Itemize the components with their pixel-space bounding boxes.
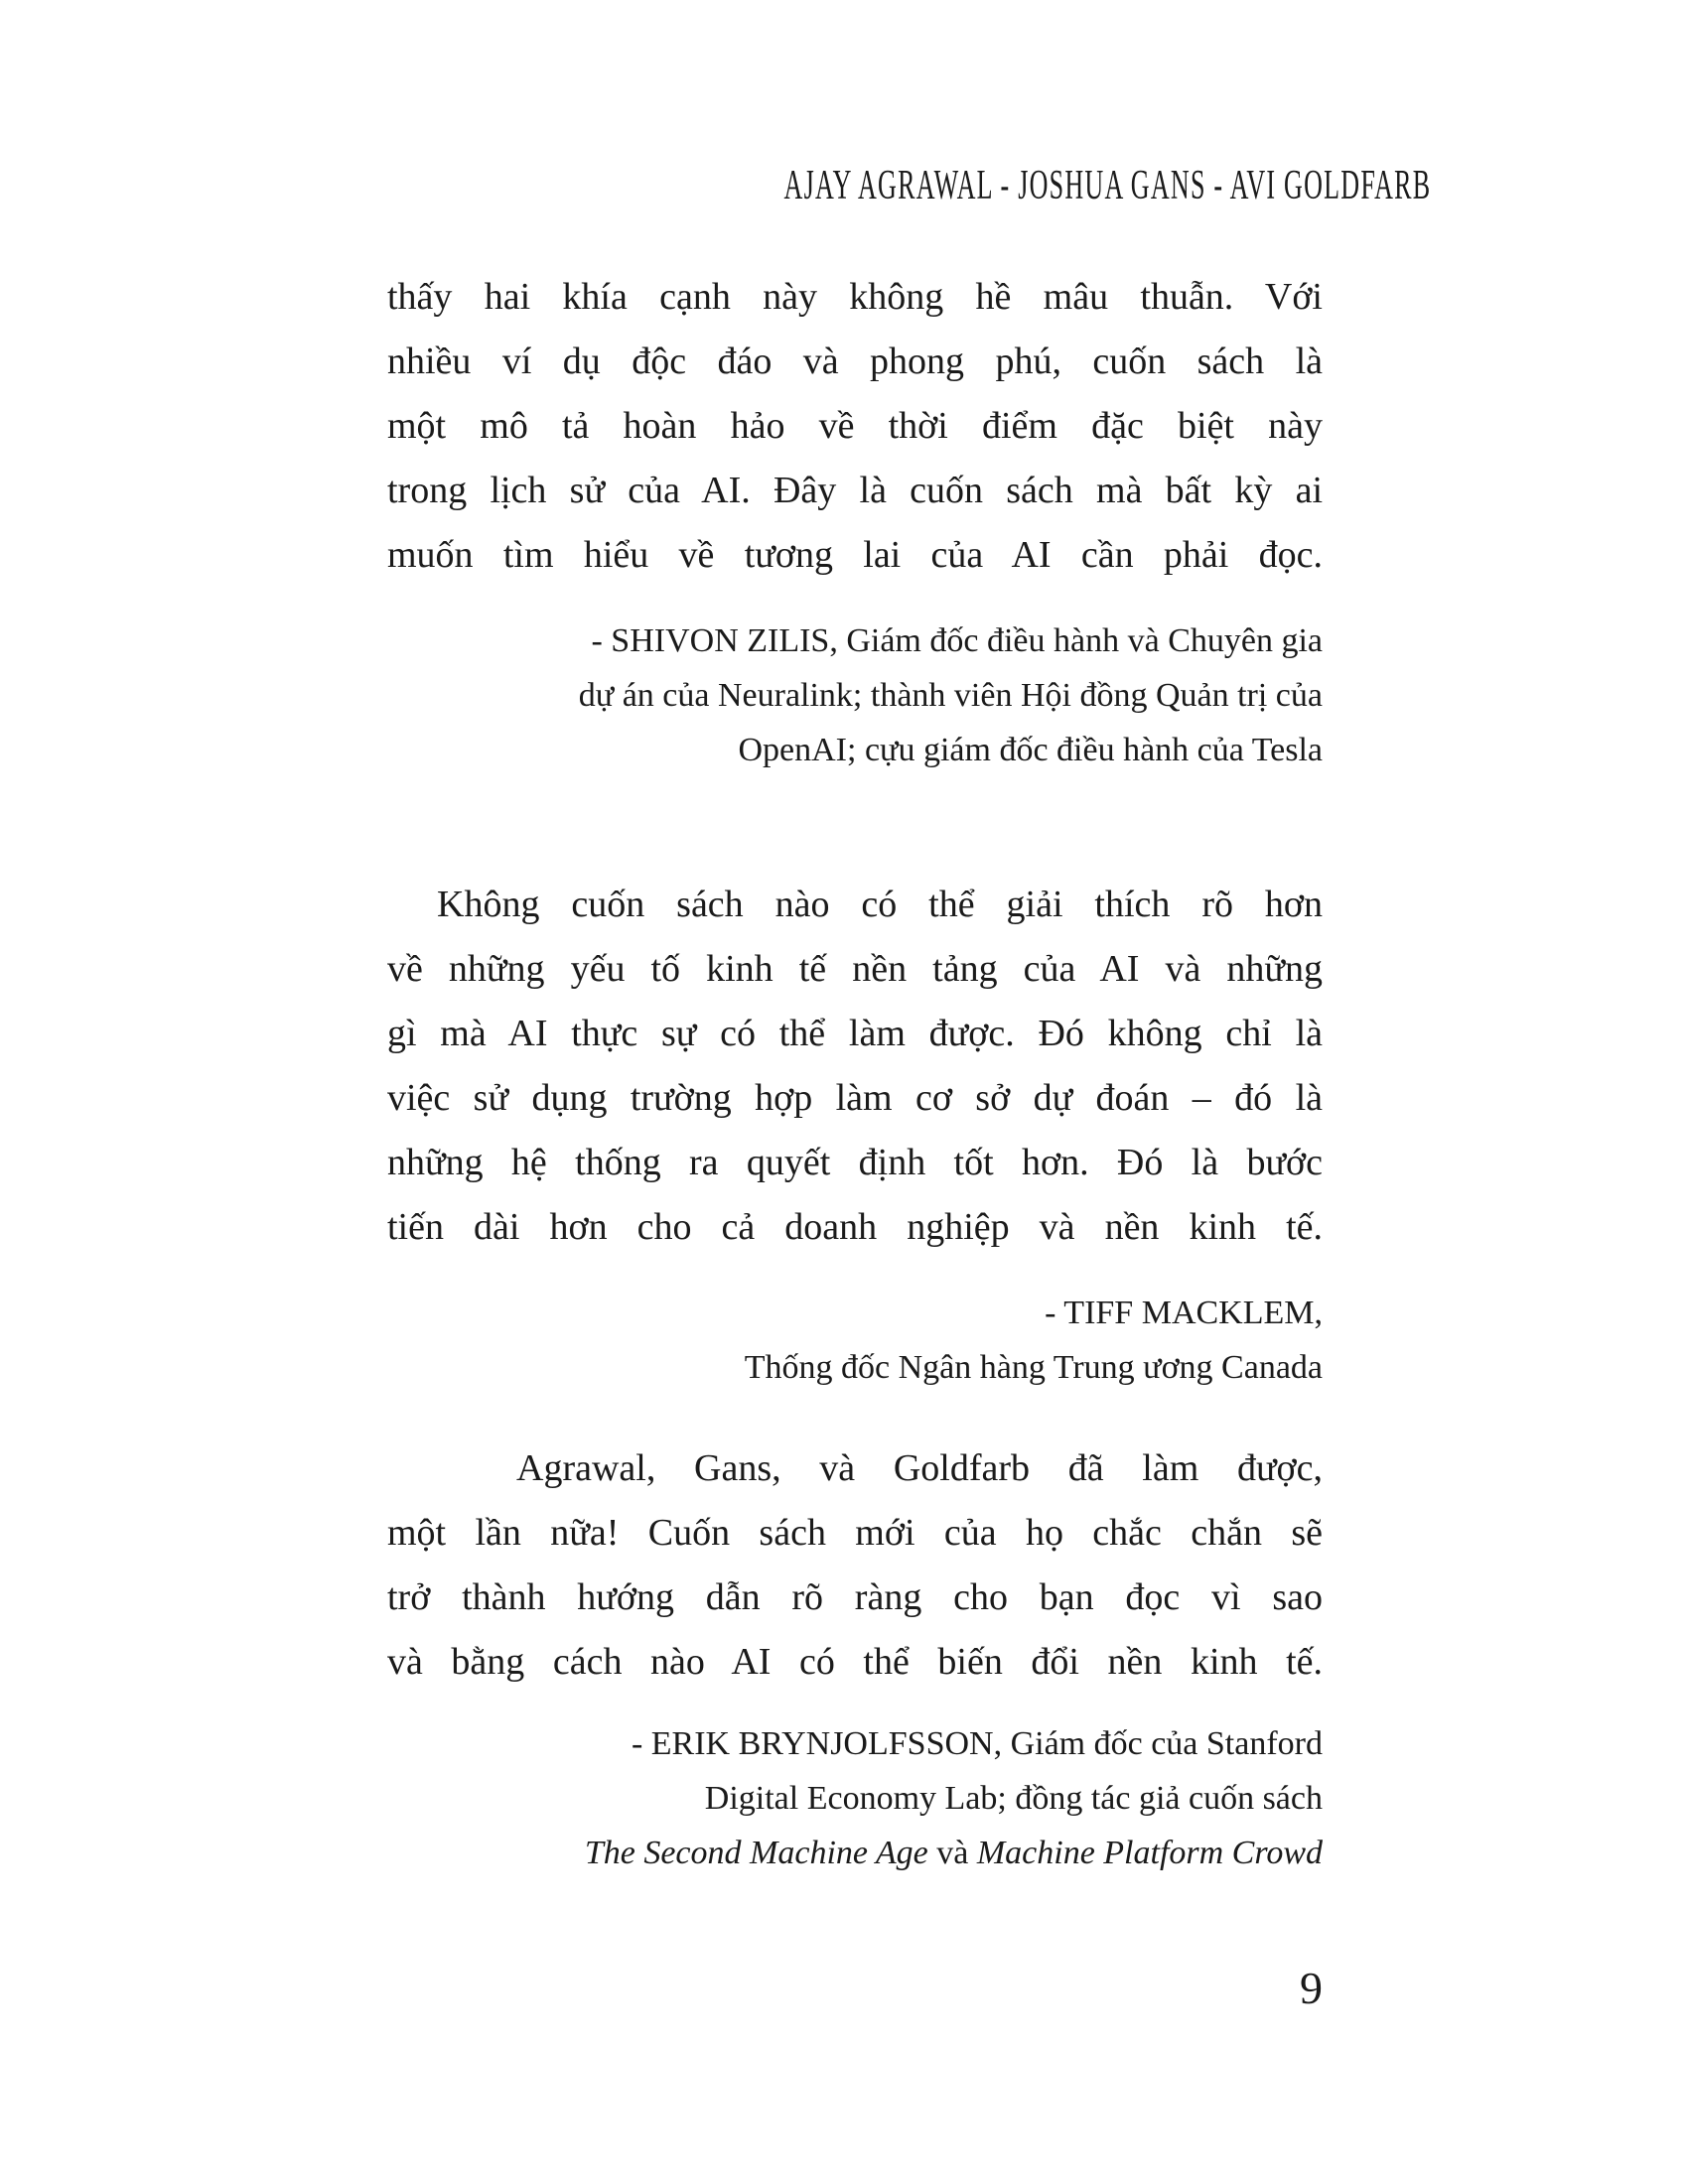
blurb-section-tiff-macklem	[387, 873, 1323, 1395]
attribution-text: và	[927, 1835, 977, 1871]
attribution	[387, 1716, 1323, 1880]
blurb-paragraph	[387, 873, 1323, 1260]
blurb-line: về những yếu tố kinh tế nền tảng của AI và những	[387, 948, 1323, 990]
attribution	[387, 614, 1323, 777]
attribution-line: dự án của Neuralink; thành viên Hội đồng Quản trị của	[578, 677, 1323, 714]
blurb-line: những hệ thống ra quyết định tốt hơn. Đó là bước	[387, 1142, 1323, 1183]
attribution-line: Thống đốc Ngân hàng Trung ương Canada	[744, 1349, 1323, 1386]
blurb-line: một mô tả hoàn hảo về thời điểm đặc biệt này	[387, 405, 1323, 447]
blurb-line: Không cuốn sách nào có thể giải thích rõ hơn	[437, 884, 1323, 925]
blurb-line: thấy hai khía cạnh này không hề mâu thuẫn. Với	[387, 276, 1323, 318]
running-head	[387, 163, 1432, 208]
attribution	[387, 1286, 1323, 1395]
blurb-line: trở thành hướng dẫn rõ ràng cho bạn đọc vì sao	[387, 1576, 1323, 1618]
blurb-line: Agrawal, Gans, và Goldfarb đã làm được,	[516, 1447, 1323, 1489]
attribution-line: OpenAI; cựu giám đốc điều hành của Tesla	[738, 732, 1323, 768]
blurb-line: trong lịch sử của AI. Đây là cuốn sách mà bất kỳ ai	[387, 470, 1323, 511]
blurb-section-erik-brynjolfsson	[387, 1436, 1323, 1880]
running-head-authors: AJAY AGRAWAL - JOSHUA GANS - AVI GOLDFARB	[783, 163, 1432, 208]
blurb-line: một lần nữa! Cuốn sách mới của họ chắc chắn sẽ	[387, 1512, 1323, 1554]
blurb-list	[387, 265, 1323, 1880]
blurb-line: và bằng cách nào AI có thể biến đổi nền kinh tế.	[387, 1641, 1323, 1683]
blurb-section-shivon-zilis	[387, 265, 1323, 777]
book-title-italic: The Second Machine Age	[584, 1835, 928, 1871]
blurb-line: việc sử dụng trường hợp làm cơ sở dự đoán – đó là	[387, 1077, 1323, 1119]
attribution-line: - ERIK BRYNJOLFSSON, Giám đốc của Stanford	[631, 1725, 1323, 1762]
book-title-italic: Machine Platform Crowd	[976, 1835, 1323, 1871]
blurb-paragraph	[387, 265, 1323, 588]
attribution-line	[387, 1826, 1323, 1880]
text-block	[387, 0, 1432, 1880]
page-number: 9	[1300, 1963, 1323, 2013]
blurb-paragraph	[387, 1436, 1323, 1695]
blurb-line: nhiều ví dụ độc đáo và phong phú, cuốn sách là	[387, 341, 1323, 382]
blurb-line: tiến dài hơn cho cả doanh nghiệp và nền kinh tế.	[387, 1206, 1323, 1248]
attribution-line: - SHIVON ZILIS, Giám đốc điều hành và Chuyên gia	[591, 622, 1323, 659]
attribution-line: Digital Economy Lab; đồng tác giả cuốn sách	[704, 1780, 1323, 1817]
attribution-line: - TIFF MACKLEM,	[1045, 1295, 1323, 1331]
blurb-line: gì mà AI thực sự có thể làm được. Đó không chỉ là	[387, 1013, 1323, 1054]
blurb-line: muốn tìm hiểu về tương lai của AI cần phải đọc.	[387, 534, 1323, 576]
